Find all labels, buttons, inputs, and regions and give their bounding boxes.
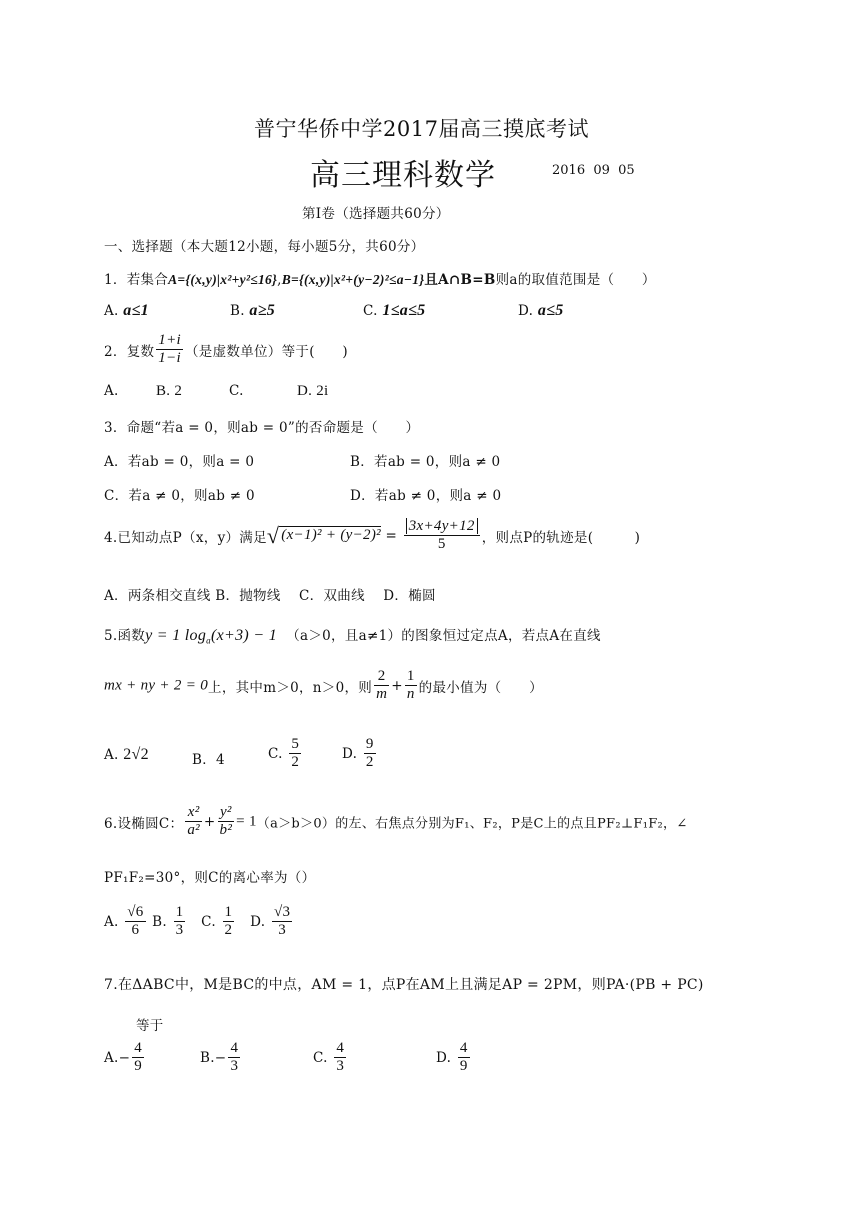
- q7-option-c-den: 3: [336, 1058, 345, 1075]
- question-6-line-2: PF₁F₂=30°，则C的离心率为（）: [104, 870, 316, 886]
- q1-option-b: [230, 302, 275, 320]
- q6-line1-suffix: （a＞b＞0）的左、右焦点分别为F₁、F₂，P是C上的点且PF₂⊥F₁F₂，∠: [256, 816, 688, 832]
- question-5-line-2: [104, 668, 543, 704]
- q5-option-c-fraction: [289, 736, 301, 772]
- question-6-line-1: [104, 804, 688, 840]
- q5-frac1-num: 2: [374, 668, 389, 686]
- q1-set-b: B={(x,y)|x²+(y−2)²≤a−1}: [281, 272, 425, 287]
- q6-f1-den: a²: [187, 822, 200, 839]
- q5-line2-mid: 上，其中m＞0，n＞0，则: [208, 679, 373, 696]
- q1-prefix: 1．若集合: [104, 272, 169, 288]
- q5-frac2-den: n: [406, 686, 415, 703]
- q2-option-b: B. 2: [156, 383, 183, 399]
- q6-option-a-fraction: [125, 904, 145, 940]
- q5-function: y = 1 log: [145, 627, 207, 644]
- q6-option-d-label: D.: [250, 913, 266, 930]
- q6-options: [104, 904, 294, 940]
- question-1: 1．若集合A={(x,y)|x²+y²≤16},B={(x,y)|x²+(y−2)²≤a−1}且A∩B=B则a的取值范围是（ ）: [104, 272, 656, 288]
- q5-option-d-label: D.: [342, 745, 358, 762]
- q1-option-b-expr: a≥5: [249, 302, 276, 319]
- question-5-line-1: [104, 624, 601, 646]
- q7-option-d-fraction: [458, 1040, 470, 1076]
- q7-option-d-num: 4: [458, 1040, 470, 1058]
- q1-option-d-expr: a≤5: [537, 302, 564, 319]
- q5-option-d-den: 2: [365, 754, 374, 771]
- q7-option-a-num: 4: [132, 1040, 144, 1058]
- q5-fraction-1: [374, 668, 389, 704]
- q4-numerator: [404, 518, 480, 536]
- q7-option-a-fraction: [132, 1040, 144, 1076]
- q4-suffix: ，则点P的轨迹是( ): [481, 529, 641, 546]
- q5-option-a-expr: 2√2: [123, 746, 149, 763]
- q7-option-b-num: 4: [228, 1040, 240, 1058]
- q6-option-a-den: 6: [131, 922, 140, 939]
- question-7-line-2: 等于: [136, 1018, 164, 1034]
- school-title: 普宁华侨中学2017届高三摸底考试: [254, 117, 589, 141]
- q4-abs-value: 3x+4y+12: [406, 518, 478, 534]
- q2-suffix: （是虚数单位）等于( ): [185, 343, 348, 360]
- q6-option-c-num: 1: [223, 904, 235, 922]
- q6-option-d-den: 3: [278, 922, 287, 939]
- q4-radicand: (x−1)² + (y−2)²: [281, 527, 381, 544]
- q5-plus: +: [391, 677, 403, 694]
- q1-option-b-label: B.: [230, 303, 245, 319]
- question-3: 3．命题“若a = 0，则ab = 0”的否命题是（ ）: [104, 420, 420, 436]
- q6-option-b-label: B.: [152, 913, 167, 930]
- q6-f2-num: y²: [218, 804, 235, 822]
- q6-f2-den: b²: [219, 822, 233, 839]
- q7-option-c-num: 4: [334, 1040, 346, 1058]
- q3-option-b: B．若ab = 0，则a ≠ 0: [350, 454, 501, 470]
- q1-suffix: 则a的取值范围是（ ）: [495, 272, 656, 288]
- section-heading: 一、选择题（本大题12小题，每小题5分，共60分）: [104, 239, 425, 255]
- volume-label: 第Ⅰ卷（选择题共60分）: [302, 206, 450, 222]
- q5-log-base: a: [206, 635, 211, 646]
- q5-option-c: [268, 736, 303, 772]
- q2-option-c: C.: [229, 383, 244, 399]
- q1-option-a-expr: a≤1: [123, 302, 149, 319]
- q6-option-c-fraction: [223, 904, 235, 940]
- q5-line2-suffix: 的最小值为（ ）: [418, 679, 543, 696]
- q5-option-c-den: 2: [291, 754, 300, 771]
- q5-frac2-num: 1: [405, 668, 417, 686]
- q1-condition: 且A∩B=B: [424, 272, 496, 288]
- q2-option-d: D. 2i: [297, 383, 329, 399]
- q5-line-equation: mx + ny + 2 = 0: [104, 677, 209, 694]
- q6-fraction-y: [218, 804, 235, 840]
- q5-prefix: 5.函数: [104, 628, 146, 644]
- q4-fraction: [404, 518, 480, 554]
- q7-option-a-den: 9: [134, 1058, 143, 1075]
- q6-plus: +: [203, 813, 216, 830]
- q6-option-d-fraction: [272, 904, 292, 940]
- q2-fraction: [156, 332, 183, 368]
- q4-equals: =: [385, 527, 398, 544]
- q6-option-b-den: 3: [175, 922, 184, 939]
- q5-option-d-fraction: [364, 736, 376, 772]
- q1-option-c-label: C.: [363, 303, 378, 319]
- q1-option-a-label: A.: [104, 303, 119, 319]
- q1-option-d-label: D.: [518, 303, 534, 319]
- q7-option-b-fraction: [228, 1040, 240, 1076]
- q3-option-d: D．若ab ≠ 0，则a ≠ 0: [350, 488, 502, 504]
- q1-option-a: [104, 302, 149, 320]
- q1-set-a: A={(x,y)|x²+y²≤16}: [168, 272, 278, 287]
- q6-option-a-num: √6: [125, 904, 145, 922]
- q7-option-c-fraction: [334, 1040, 346, 1076]
- q7-option-b-den: 3: [230, 1058, 239, 1075]
- q7-option-d: [436, 1040, 472, 1076]
- q4-denominator: 5: [437, 536, 446, 553]
- q1-option-c-expr: 1≤a≤5: [382, 302, 426, 319]
- q3-option-c: C．若a ≠ 0，则ab ≠ 0: [104, 488, 255, 504]
- q2-denominator: 1−i: [158, 350, 181, 367]
- q6-fraction-x: [185, 804, 202, 840]
- q5-option-d-num: 9: [364, 736, 376, 754]
- q2-prefix: 2．复数: [104, 343, 155, 360]
- q7-option-d-den: 9: [459, 1058, 468, 1075]
- q6-prefix: 6.设椭圆C：: [104, 815, 184, 832]
- q7-option-c-label: C.: [313, 1049, 328, 1066]
- q6-option-d-num: √3: [272, 904, 292, 922]
- q6-option-b-fraction: [174, 904, 186, 940]
- q4-options: A．两条相交直线 B．抛物线 C．双曲线 D．椭圆: [104, 588, 436, 604]
- q3-option-a: A．若ab = 0，则a = 0: [104, 454, 255, 470]
- q4-prefix: 4.已知动点P（x，y）满足: [104, 529, 267, 546]
- q6-f1-num: x²: [185, 804, 202, 822]
- q5-function-tail: (x+3) − 1: [210, 627, 278, 644]
- q7-option-b: [200, 1040, 242, 1076]
- q5-option-b: B．4: [192, 752, 225, 768]
- q7-option-a-label: A.−: [104, 1049, 131, 1066]
- main-title: 高三理科数学: [310, 158, 496, 193]
- q7-option-c: [313, 1040, 348, 1076]
- q6-option-b-num: 1: [174, 904, 186, 922]
- question-7-line-1: 7.在ΔABC中，M是BC的中点，AM = 1，点P在AM上且满足AP = 2PM，则PA·(PB + PC): [104, 977, 704, 993]
- q6-option-c-den: 2: [224, 922, 233, 939]
- q5-option-a-label: A.: [104, 747, 119, 763]
- q5-option-c-num: 5: [289, 736, 301, 754]
- q5-option-a: [104, 746, 149, 764]
- q6-option-c-label: C.: [201, 913, 216, 930]
- q5-option-c-label: C.: [268, 745, 283, 762]
- q6-equals-one: = 1: [236, 813, 257, 830]
- q7-option-d-label: D.: [436, 1049, 452, 1066]
- q5-option-d: [342, 736, 378, 772]
- q5-line1-suffix: （a＞0，且a≠1）的图象恒过定点A，若点A在直线: [286, 628, 601, 644]
- q1-option-c: [363, 302, 425, 320]
- exam-date: 2016 09 05: [552, 163, 635, 178]
- q1-option-d: [518, 302, 564, 320]
- q5-frac1-den: m: [376, 686, 388, 703]
- q2-option-a: A.: [104, 383, 119, 399]
- q7-option-a: [104, 1040, 146, 1076]
- q5-fraction-2: [405, 668, 417, 704]
- question-2: [104, 332, 348, 368]
- q7-option-b-label: B.−: [200, 1049, 227, 1066]
- question-4: [104, 518, 640, 554]
- q4-sqrt-sign: √: [266, 522, 280, 548]
- q6-option-a-label: A.: [104, 913, 119, 930]
- q2-numerator: 1+i: [156, 332, 183, 350]
